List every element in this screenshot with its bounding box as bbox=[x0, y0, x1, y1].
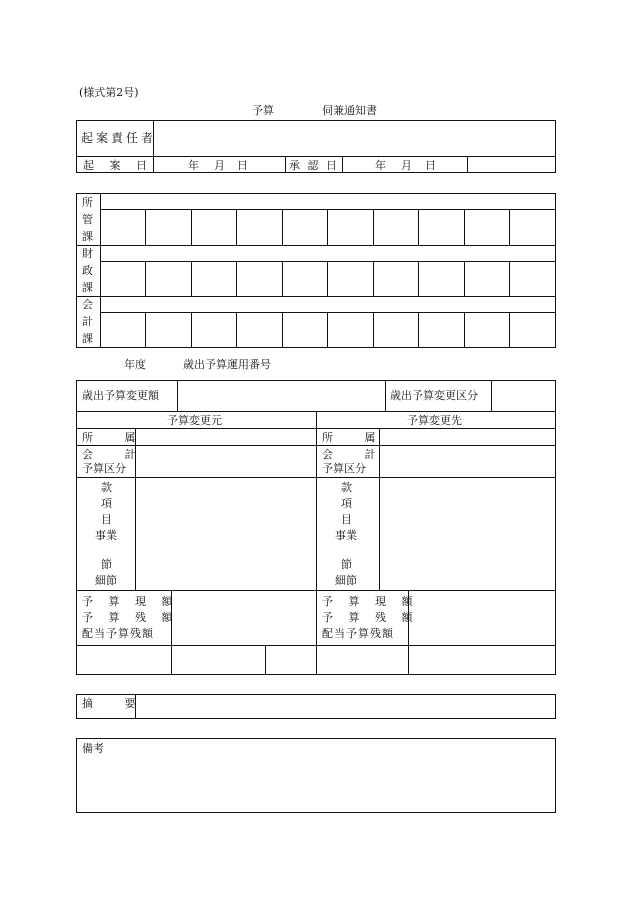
section3-char1: 会 bbox=[82, 298, 93, 311]
source-affiliation-label: 所 属 bbox=[82, 431, 150, 444]
section2-char2: 政 bbox=[82, 264, 93, 277]
approval-grid bbox=[76, 193, 556, 348]
draft-month: 月 bbox=[214, 159, 225, 172]
approval-month: 月 bbox=[401, 159, 412, 172]
source-heading: 予算変更元 bbox=[167, 414, 222, 427]
dest-jigyou-label: 事業 bbox=[335, 529, 357, 542]
summary-label: 摘 要 bbox=[82, 697, 150, 710]
draft-year: 年 bbox=[188, 159, 199, 172]
approval-date-label: 承 認 日 bbox=[289, 159, 339, 172]
remarks-label: 備考 bbox=[82, 742, 104, 755]
draft-day: 日 bbox=[237, 159, 248, 172]
source-jigyou-label: 事業 bbox=[95, 529, 117, 542]
form-number: (様式第2号) bbox=[79, 86, 139, 99]
section3-char2: 計 bbox=[82, 315, 93, 328]
change-amount-label: 歳出予算変更額 bbox=[82, 389, 159, 402]
section1-char3: 課 bbox=[82, 230, 93, 243]
source-setsu-label: 節 bbox=[101, 558, 112, 571]
remarks-field[interactable] bbox=[77, 756, 555, 812]
dest-kan-label: 款 bbox=[341, 481, 352, 494]
source-allocated-remaining-label: 配当予算残額 bbox=[82, 627, 154, 640]
fiscal-year-label: 年度 bbox=[124, 358, 146, 371]
source-category-label: 予算区分 bbox=[82, 462, 126, 475]
dest-category-label: 予算区分 bbox=[322, 462, 366, 475]
responsible-label: 起案責任者 bbox=[81, 131, 157, 145]
form-title-prefix: 予算 bbox=[252, 104, 274, 117]
section3-char3: 課 bbox=[82, 332, 93, 345]
operation-number-label: 歳出予算運用番号 bbox=[183, 358, 271, 371]
dest-current-amount-label: 予 算 現 額 bbox=[322, 595, 419, 608]
source-current-amount-label: 予 算 現 額 bbox=[82, 595, 179, 608]
dest-accounting-label: 会 計 bbox=[322, 448, 390, 461]
dest-remaining-label: 予 算 残 額 bbox=[322, 611, 419, 624]
change-category-label: 歳出予算変更区分 bbox=[390, 389, 478, 402]
section2-char1: 財 bbox=[82, 247, 93, 260]
section2-char3: 課 bbox=[82, 281, 93, 294]
approval-year: 年 bbox=[375, 159, 386, 172]
dest-affiliation-label: 所 属 bbox=[322, 431, 390, 444]
form-title-suffix: 伺兼通知書 bbox=[322, 104, 377, 117]
section1-char2: 管 bbox=[82, 213, 93, 226]
dest-moku-label: 目 bbox=[341, 513, 352, 526]
draft-date-label: 起 案 日 bbox=[83, 159, 153, 172]
responsible-field[interactable] bbox=[154, 121, 555, 156]
destination-heading: 予算変更先 bbox=[407, 414, 462, 427]
summary-field[interactable] bbox=[136, 695, 555, 718]
source-remaining-label: 予 算 残 額 bbox=[82, 611, 179, 624]
source-kan-label: 款 bbox=[101, 481, 112, 494]
source-saisetsu-label: 細節 bbox=[95, 574, 117, 587]
approval-day: 日 bbox=[425, 159, 436, 172]
source-moku-label: 目 bbox=[101, 513, 112, 526]
source-accounting-label: 会 計 bbox=[82, 448, 150, 461]
dest-setsu-label: 節 bbox=[341, 558, 352, 571]
source-kou-label: 項 bbox=[101, 497, 112, 510]
dest-kou-label: 項 bbox=[341, 497, 352, 510]
dest-allocated-remaining-label: 配当予算残額 bbox=[322, 627, 394, 640]
dest-saisetsu-label: 細節 bbox=[335, 574, 357, 587]
section1-char1: 所 bbox=[82, 196, 93, 209]
